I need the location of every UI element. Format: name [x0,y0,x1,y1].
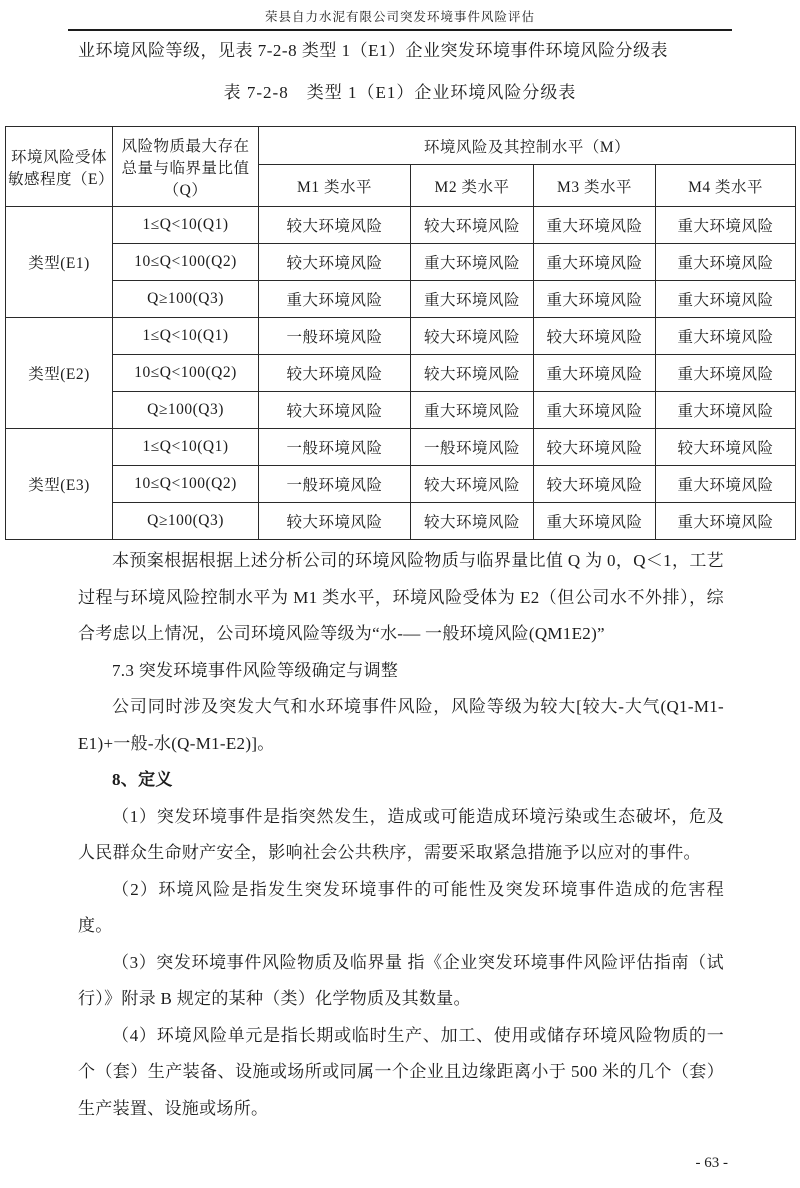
header-control-level-group: 环境风险及其控制水平（M） [259,127,796,165]
body-content [78,543,724,1127]
cell-level: 较大环境风险 [259,355,411,392]
table-row [6,392,796,429]
cell-level: 重大环境风险 [411,244,534,281]
cell-level: 重大环境风险 [411,281,534,318]
cell-level: 重大环境风险 [534,244,656,281]
header-m3: M3 类水平 [534,165,656,207]
cell-level: 较大环境风险 [259,503,411,540]
cell-q: 10≤Q<100(Q2) [113,466,259,503]
cell-level: 较大环境风险 [411,355,534,392]
cell-q: Q≥100(Q3) [113,392,259,429]
header-m1: M1 类水平 [259,165,411,207]
cell-level: 重大环境风险 [534,392,656,429]
cell-level: 重大环境风险 [656,466,796,503]
cell-level: 一般环境风险 [259,466,411,503]
cell-level: 较大环境风险 [411,318,534,355]
cell-level: 较大环境风险 [411,503,534,540]
cell-level: 较大环境风险 [534,429,656,466]
cell-type-e2: 类型(E2) [6,318,113,429]
cell-level: 重大环境风险 [411,392,534,429]
definition-2: （2）环境风险是指发生突发环境事件的可能性及突发环境事件造成的危害程度。 [78,879,724,935]
cell-type-e1: 类型(E1) [6,207,113,318]
table-row [6,466,796,503]
definition-3: （3）突发环境事件风险物质及临界量 指《企业突发环境事件风险评估指南（试行）》附录 B 规定的某种（类）化学物质及其数量。 [78,952,724,1008]
header-receptor-sensitivity: 环境风险受体敏感程度（E） [6,127,113,207]
table-row [6,281,796,318]
cell-level: 重大环境风险 [534,207,656,244]
heading-7-3: 7.3 突发环境事件风险等级确定与调整 [112,660,399,680]
table-row [6,207,796,244]
cell-level: 重大环境风险 [656,392,796,429]
cell-level: 一般环境风险 [259,429,411,466]
cell-level: 较大环境风险 [534,466,656,503]
cell-level: 较大环境风险 [656,429,796,466]
table-header-row-1 [6,127,796,165]
risk-classification-table [5,126,796,540]
cell-q: Q≥100(Q3) [113,503,259,540]
cell-q: 1≤Q<10(Q1) [113,429,259,466]
cell-level: 重大环境风险 [656,503,796,540]
cell-level: 重大环境风险 [534,503,656,540]
summary-paragraph: 本预案根据根据上述分析公司的环境风险物质与临界量比值 Q 为 0，Q＜1，工艺过程与环境风险控制水平为 M1 类水平，环境风险受体为 E2（但公司水不外排），综合考虑以上情况，公司环境风险等级为“水-— 一般环境风险(QM1E2)” [78,551,724,643]
paragraph-7-3: 公司同时涉及突发大气和水环境事件风险，风险等级为较大[较大-大气(Q1-M1-E1)+一般-水(Q-M1-E2)]。 [78,697,724,753]
cell-level: 重大环境风险 [656,281,796,318]
cell-level: 较大环境风险 [534,318,656,355]
cell-level: 较大环境风险 [259,244,411,281]
cell-level: 较大环境风险 [411,466,534,503]
table-row [6,429,796,466]
cell-q: 1≤Q<10(Q1) [113,207,259,244]
cell-level: 较大环境风险 [259,392,411,429]
cell-type-e3: 类型(E3) [6,429,113,540]
table-row [6,318,796,355]
cell-level: 重大环境风险 [259,281,411,318]
header-m2: M2 类水平 [411,165,534,207]
cell-level: 一般环境风险 [259,318,411,355]
cell-level: 重大环境风险 [656,244,796,281]
cell-level: 一般环境风险 [411,429,534,466]
running-header: 荣县自力水泥有限公司突发环境事件风险评估 [68,7,732,31]
intro-text: 业环境风险等级，见表 7-2-8 类型 1（E1）企业突发环境事件环境风险分级表 [78,41,668,60]
heading-8-definitions: 8、定义 [112,770,173,789]
table-caption: 表 7-2-8 类型 1（E1）企业环境风险分级表 [223,83,577,102]
cell-level: 较大环境风险 [411,207,534,244]
definition-1: （1）突发环境事件是指突然发生，造成或可能造成环境污染或生态破坏，危及人民群众生命财产安全，影响社会公共秩序，需要采取紧急措施予以应对的事件。 [78,806,724,862]
header-m4: M4 类水平 [656,165,796,207]
definition-4: （4）环境风险单元是指长期或临时生产、加工、使用或储存环境风险物质的一个（套）生产装备、设施或场所或同属一个企业且边缘距离小于 500 米的几个（套）生产装置、设施或场所。 [78,1025,724,1118]
table-row [6,244,796,281]
document-page [0,7,800,1188]
page-number: - 63 - [695,1155,728,1171]
cell-level: 重大环境风险 [534,355,656,392]
cell-level: 重大环境风险 [656,355,796,392]
table-row [6,503,796,540]
cell-level: 重大环境风险 [656,318,796,355]
cell-q: Q≥100(Q3) [113,281,259,318]
cell-q: 10≤Q<100(Q2) [113,355,259,392]
cell-level: 重大环境风险 [534,281,656,318]
table-row [6,355,796,392]
cell-q: 10≤Q<100(Q2) [113,244,259,281]
header-quantity-ratio: 风险物质最大存在总量与临界量比值（Q） [113,127,259,207]
cell-level: 重大环境风险 [656,207,796,244]
cell-level: 较大环境风险 [259,207,411,244]
cell-q: 1≤Q<10(Q1) [113,318,259,355]
